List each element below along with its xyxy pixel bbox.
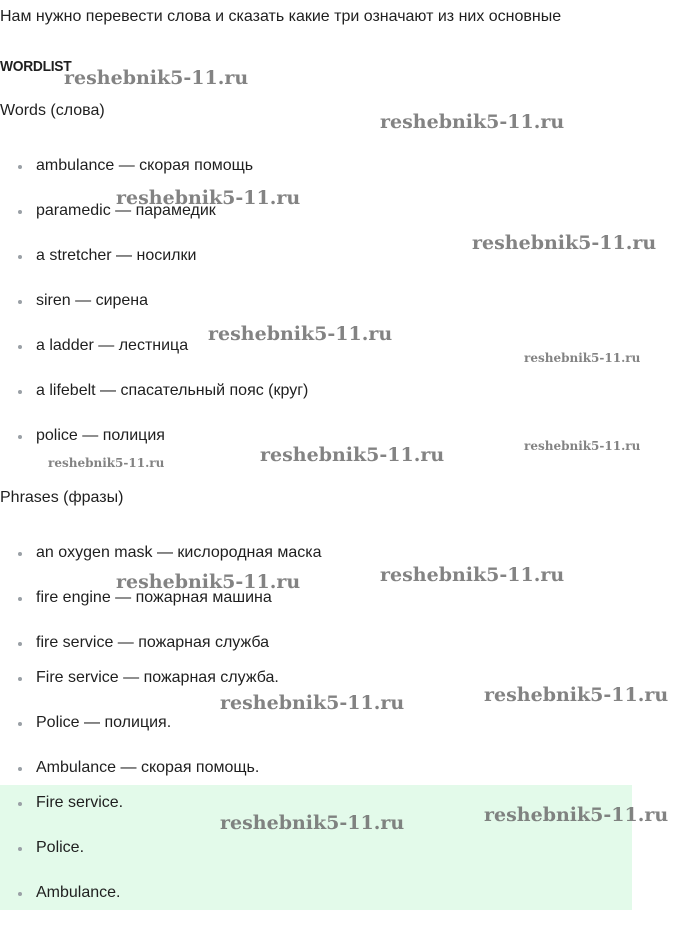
bullet-icon bbox=[18, 390, 22, 394]
wordlist-heading: WORDLIST bbox=[0, 58, 72, 75]
bullet-icon bbox=[18, 435, 22, 439]
bullet-icon bbox=[18, 210, 22, 214]
bullet-icon bbox=[18, 597, 22, 601]
watermark: reshebnik5-11.ru bbox=[220, 692, 405, 714]
bullet-icon bbox=[18, 892, 22, 896]
watermark: reshebnik5-11.ru bbox=[484, 684, 669, 706]
bullet-icon bbox=[18, 165, 22, 169]
phrases-section-title: Phrases (фразы) bbox=[0, 489, 124, 506]
question-text: Нам нужно перевести слова и сказать какие три означают из них основные bbox=[0, 8, 562, 25]
bullet-icon bbox=[18, 847, 22, 851]
watermark: reshebnik5-11.ru bbox=[484, 804, 669, 826]
bullet-icon bbox=[18, 552, 22, 556]
bullet-icon bbox=[18, 300, 22, 304]
watermark: reshebnik5-11.ru bbox=[208, 323, 393, 345]
bullet-icon bbox=[18, 345, 22, 349]
watermark: reshebnik5-11.ru bbox=[48, 456, 165, 470]
watermark: reshebnik5-11.ru bbox=[472, 232, 657, 254]
bullet-icon bbox=[18, 677, 22, 681]
watermark: reshebnik5-11.ru bbox=[380, 564, 565, 586]
words-section-title: Words (слова) bbox=[0, 102, 105, 119]
watermark: reshebnik5-11.ru bbox=[524, 439, 641, 453]
bullet-icon bbox=[18, 722, 22, 726]
bullet-icon bbox=[18, 767, 22, 771]
watermark: reshebnik5-11.ru bbox=[260, 444, 445, 466]
bullet-icon bbox=[18, 802, 22, 806]
watermark: reshebnik5-11.ru bbox=[220, 812, 405, 834]
watermark: reshebnik5-11.ru bbox=[116, 571, 301, 593]
watermark: reshebnik5-11.ru bbox=[116, 187, 301, 209]
bullet-icon bbox=[18, 255, 22, 259]
watermark: reshebnik5-11.ru bbox=[524, 351, 641, 365]
watermark: reshebnik5-11.ru bbox=[64, 67, 249, 89]
bullet-icon bbox=[18, 642, 22, 646]
watermark: reshebnik5-11.ru bbox=[380, 111, 565, 133]
